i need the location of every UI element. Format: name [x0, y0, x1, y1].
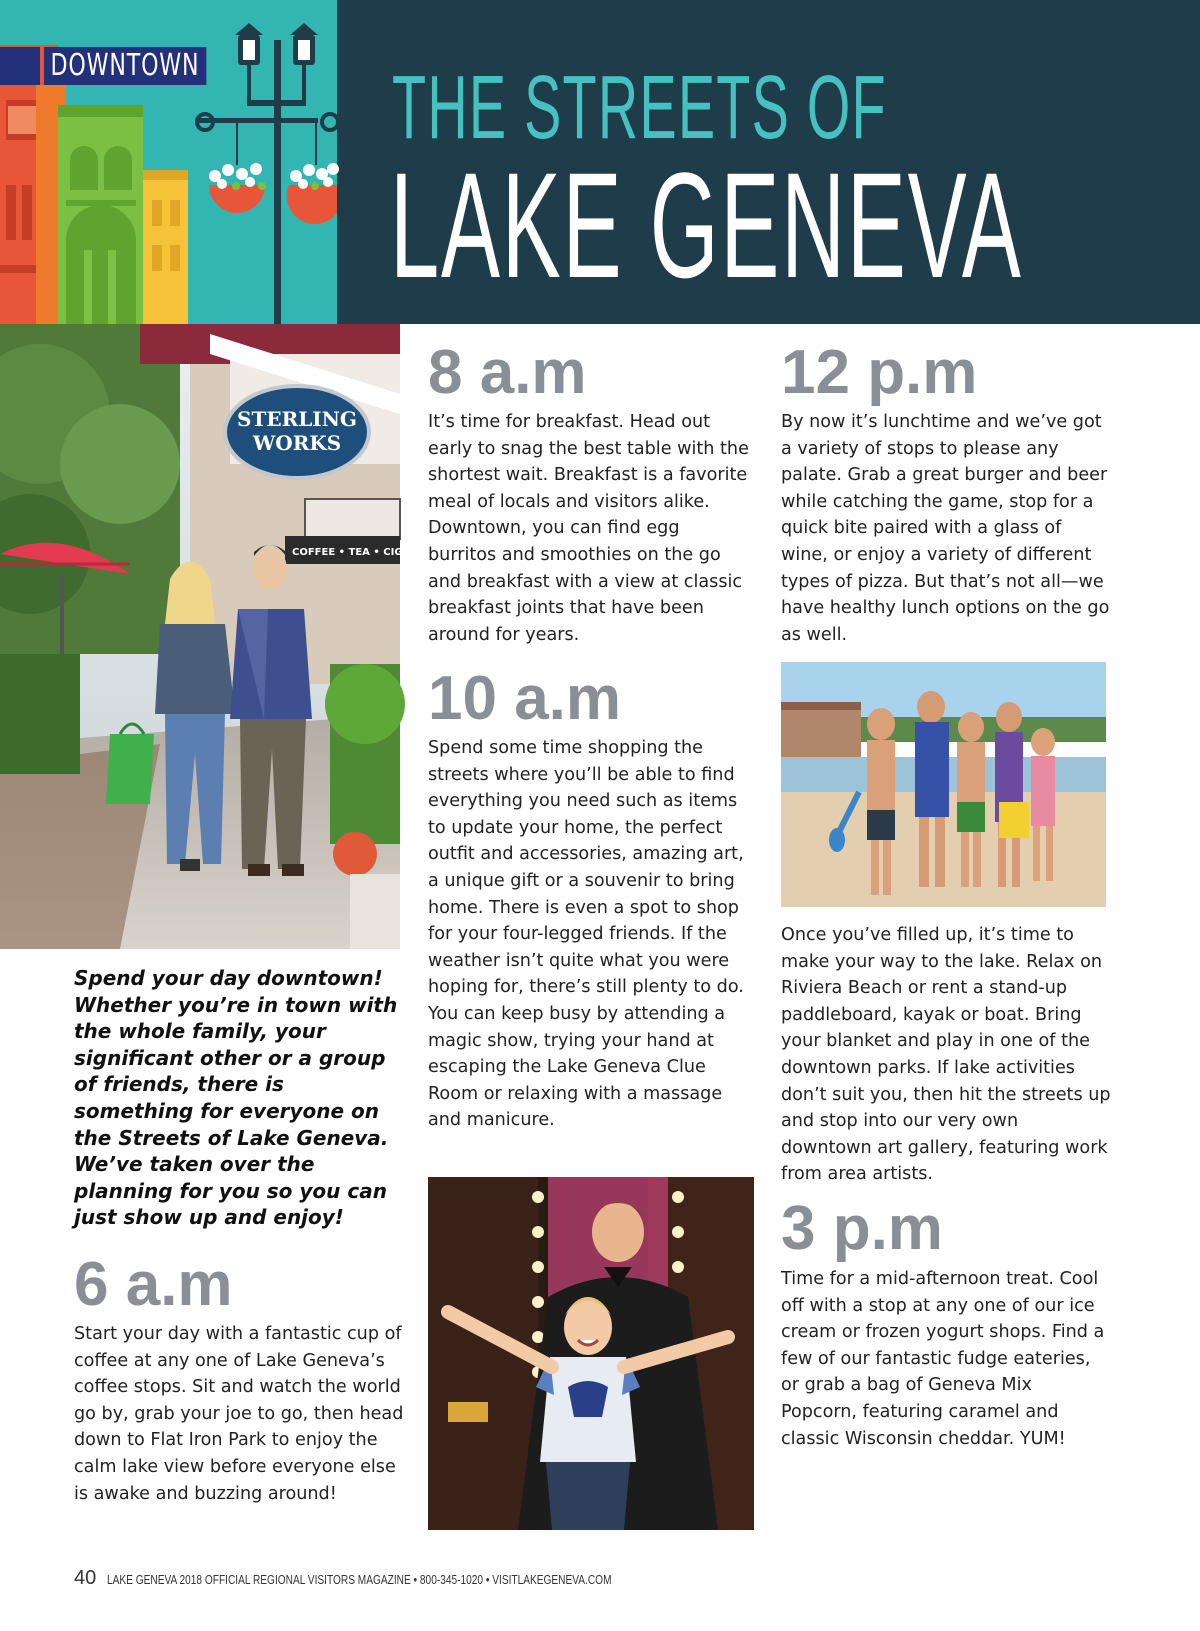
page-footer [74, 1567, 754, 1590]
page-number: 40 [74, 1567, 97, 1589]
photo-magician-child [428, 1177, 754, 1530]
time-heading-10am: 10 a.m [428, 664, 622, 733]
time-heading-3pm: 3 p.m [781, 1194, 943, 1263]
time-heading-12pm: 12 p.m [781, 338, 978, 407]
page-title-line1: THE STREETS OF [392, 58, 887, 158]
time-heading-8am: 8 a.m [428, 338, 587, 407]
section-tag-label: DOWNTOWN [44, 47, 206, 85]
sign-text-sterling: STERLING [237, 407, 357, 431]
shop-sign-text: COFFEE • TEA • CIGARS [292, 547, 426, 558]
section-tag [0, 47, 242, 85]
footer-text: LAKE GENEVA 2018 OFFICIAL REGIONAL VISITORS MAGAZINE • 800-345-1020 • VISITLAKEGENEVA.COM [106, 1572, 612, 1587]
intro-callout: Spend your day downtown! Whether you’re in town with the whole family, your significant other or a group of friends, there is something for everyone on the Streets of Lake Geneva. We’ve taken over the planning for you so you can just show up and enjoy! [74, 966, 398, 1230]
downtown-illustration [0, 0, 337, 324]
paragraph-3pm: Time for a mid-afternoon treat. Cool off with a stop at any one of our ice cream or frozen yogurt shops. Find a few of our fantastic fudge eateries, or grab a bag of Geneva Mix Popcorn, featuring caramel and classic Wisconsin cheddar. YUM! [781, 1269, 1105, 1449]
paragraph-8am: It’s time for breakfast. Head out early to snag the best table with the shortest wait. Breakfast is a favorite meal of locals and visitors alike. Downtown, you can find egg burritos and smoothies on the go and breakfast with a view at classic breakfast joints that have been around for years. [428, 412, 749, 645]
paragraph-lake-activities: Once you’ve filled up, it’s time to make your way to the lake. Relax on Riviera Beach or rent a stand-up paddleboard, kayak or boat. Bring your blanket and play in one of the downtown parks. If lake activities don’t suit you, then hit the streets up and stop into our very own downtown art gallery, featuring work from area artists. [781, 925, 1111, 1185]
page-title-line2: LAKE GENEVA [390, 141, 1023, 309]
paragraph-10am: Spend some time shopping the streets where you’ll be able to find everything you need such as items to update your home, the perfect outfit and accessories, amazing art, a unique gift or a souvenir to bring home. There is even a spot to shop for your four-legged friends. If the weather isn’t quite what you were hoping for, there’s still plenty to do. You can keep busy by attending a magic show, trying your hand at escaping the Lake Geneva Clue Room or relaxing with a massage and manicure. [428, 738, 744, 1131]
sign-text-works: WORKS [252, 431, 342, 455]
time-heading-6am: 6 a.m [74, 1250, 233, 1319]
photo-kids-beach [781, 662, 1106, 907]
paragraph-6am: Start your day with a fantastic cup of coffee at any one of Lake Geneva’s coffee stops. Sit and watch the world go by, grab your joe to go, then head down to Flat Iron Park to enjoy the calm lake view before everyone else is awake and buzzing around! [74, 1324, 404, 1504]
photo-couple-walking [0, 324, 426, 949]
header-banner [0, 0, 1200, 324]
tag-accent-bar [0, 47, 40, 85]
paragraph-12pm: By now it’s lunchtime and we’ve got a variety of stops to please any palate. Grab a great burger and beer while catching the game, stop for a quick bite paired with a glass of wine, or enjoy a variety of different types of pizza. But that’s not all—we have healthy lunch options on the go as well. [781, 412, 1110, 645]
